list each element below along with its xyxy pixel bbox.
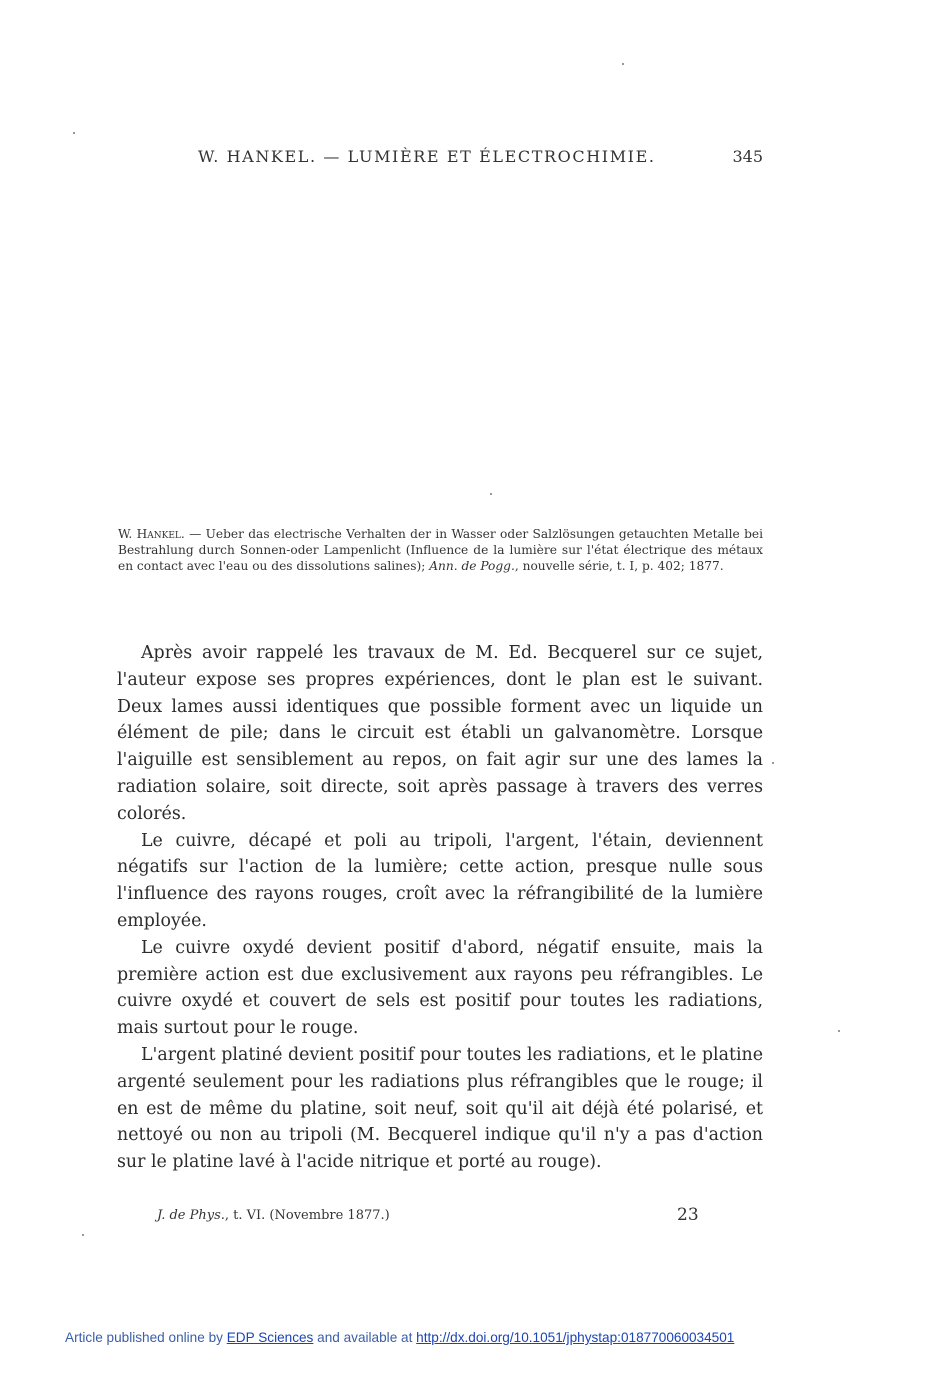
publisher-prefix: Article published online by xyxy=(65,1330,227,1345)
publisher-link[interactable]: EDP Sciences xyxy=(226,1330,314,1345)
scan-speck xyxy=(622,63,624,65)
footer-journal-line xyxy=(157,1208,390,1223)
scan-speck xyxy=(73,132,75,134)
footer-journal: J. de Phys. xyxy=(157,1208,225,1223)
scan-speck xyxy=(772,762,774,764)
doi-link[interactable]: http://dx.doi.org/10.1051/jphystap:018770060034501 xyxy=(416,1330,735,1345)
bibliographic-reference xyxy=(118,526,763,575)
paragraph-4: L'argent platiné devient positif pour toutes les radiations, et le platine argenté seulement pour les radiations plus réfrangibles que le rouge; il en est de même du platine, soit neuf, soit qu'il ait déjà été polarisé, et nettoyé ou non au tripoli (M. Becquerel indique qu'il n'y a pas d'action sur le platine lavé à l'acide nitrique et porté au rouge). xyxy=(117,1044,763,1173)
publisher-middle: and available at xyxy=(313,1330,417,1345)
running-head-title: W. HANKEL. — LUMIÈRE ET ÉLECTROCHIMIE. xyxy=(198,147,656,166)
article-body xyxy=(117,640,763,1176)
reference-text: — Ueber das electrische Verhalten der in Wasser oder Salzlösungen getauchten Metalle bei Bestrahlung durch Sonnen-oder Lampenlicht (Influence de la lumière sur l'état électrique des métaux en contact avec l'eau ou des dissolutions salines); xyxy=(118,527,763,574)
signature-mark: 23 xyxy=(677,1205,699,1225)
reference-tail: , nouvelle série, t. I, p. 402; 1877. xyxy=(514,559,724,574)
page-number: 345 xyxy=(732,147,763,166)
reference-journal: Ann. de Pogg. xyxy=(429,559,515,574)
scan-speck xyxy=(82,1234,84,1236)
paragraph-1: Après avoir rappelé les travaux de M. Ed. Becquerel sur ce sujet, l'auteur expose ses propres expériences, dont le plan est le suivant. Deux lames aussi identiques que possible forment avec un liquide un élément de pile; dans le circuit est établi un galvanomètre. Lorsque l'aiguille est sensiblement au repos, on fait agir sur une des lames la radiation solaire, soit directe, soit après passage à travers des verres colorés. xyxy=(117,643,763,824)
scan-speck xyxy=(838,1030,840,1032)
footer-volume: , t. VI. (Novembre 1877.) xyxy=(224,1208,390,1223)
paragraph-2: Le cuivre, décapé et poli au tripoli, l'argent, l'étain, deviennent négatifs sur l'action de la lumière; cette action, presque nulle sous l'influence des rayons rouges, croît avec la réfrangibilité de la lumière employée. xyxy=(117,830,763,931)
scan-speck xyxy=(490,493,492,495)
publisher-notice xyxy=(65,1330,734,1345)
reference-author: W. Hankel. xyxy=(118,527,185,541)
paragraph-3: Le cuivre oxydé devient positif d'abord, négatif ensuite, mais la première action est due exclusivement aux rayons peu réfrangibles. Le cuivre oxydé et couvert de sels est positif pour toutes les radiations, mais surtout pour le rouge. xyxy=(117,937,763,1039)
